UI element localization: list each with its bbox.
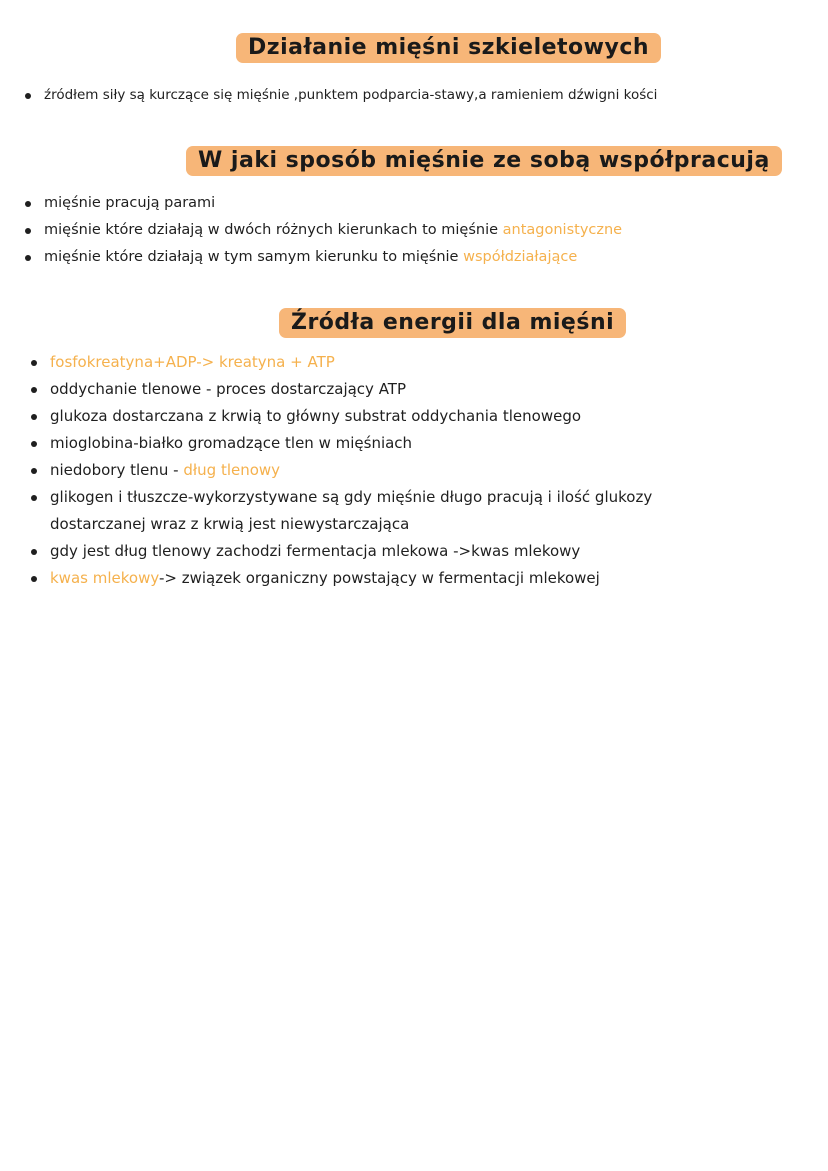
heading-skeletal-muscles: Działanie mięśni szkieletowych	[236, 33, 661, 63]
bullet-text: oddychanie tlenowe - proces dostarczający ATP	[50, 380, 407, 398]
bullet-text-line1: glikogen i tłuszcze-wykorzystywane są gdy mięśnie długo pracują i ilość glukozy	[50, 488, 653, 506]
highlight-term: współdziałające	[463, 249, 578, 265]
bullet-text: mięśnie pracują parami	[44, 195, 216, 211]
bullet-text: gdy jest dług tlenowy zachodzi fermentacja mlekowa ->kwas mlekowy	[50, 542, 581, 560]
heading-energy-sources: Źródła energii dla mięśni	[279, 308, 626, 338]
list-item	[22, 190, 622, 217]
list-skeletal-muscles	[22, 82, 657, 109]
list-item	[28, 457, 652, 484]
highlight-term: dług tlenowy	[183, 461, 281, 479]
bullet-text: mioglobina-białko gromadzące tlen w mięśniach	[50, 434, 413, 452]
list-item	[28, 565, 652, 592]
list-item	[28, 430, 652, 457]
list-muscle-cooperation	[22, 190, 622, 271]
bullet-text: mięśnie które działają w dwóch różnych kierunkach to mięśnie	[44, 222, 503, 238]
bullet-text: mięśnie które działają w tym samym kierunku to mięśnie	[44, 249, 464, 265]
highlight-term: antagonistyczne	[502, 222, 623, 238]
list-item	[28, 376, 652, 403]
list-energy-sources	[28, 349, 652, 592]
highlight-term: kwas mlekowy	[50, 569, 159, 587]
bullet-text-line2: dostarczanej wraz z krwią jest niewystarczająca	[50, 515, 410, 533]
bullet-text: źródłem siły są kurczące się mięśnie ,punktem podparcia-stawy,a ramieniem dźwigni kości	[44, 87, 658, 103]
list-item	[28, 484, 652, 538]
highlight-term: fosfokreatyna+ADP-> kreatyna + ATP	[50, 353, 335, 371]
list-item	[28, 538, 652, 565]
bullet-text: -> związek organiczny powstający w fermentacji mlekowej	[158, 569, 600, 587]
list-item	[22, 217, 622, 244]
list-item	[22, 244, 622, 271]
list-item	[22, 82, 657, 109]
bullet-text: niedobory tlenu -	[50, 461, 184, 479]
list-item	[28, 403, 652, 430]
heading-muscle-cooperation: W jaki sposób mięśnie ze sobą współpracują	[186, 146, 782, 176]
list-item	[28, 349, 652, 376]
bullet-text: glukoza dostarczana z krwią to główny substrat oddychania tlenowego	[50, 407, 582, 425]
